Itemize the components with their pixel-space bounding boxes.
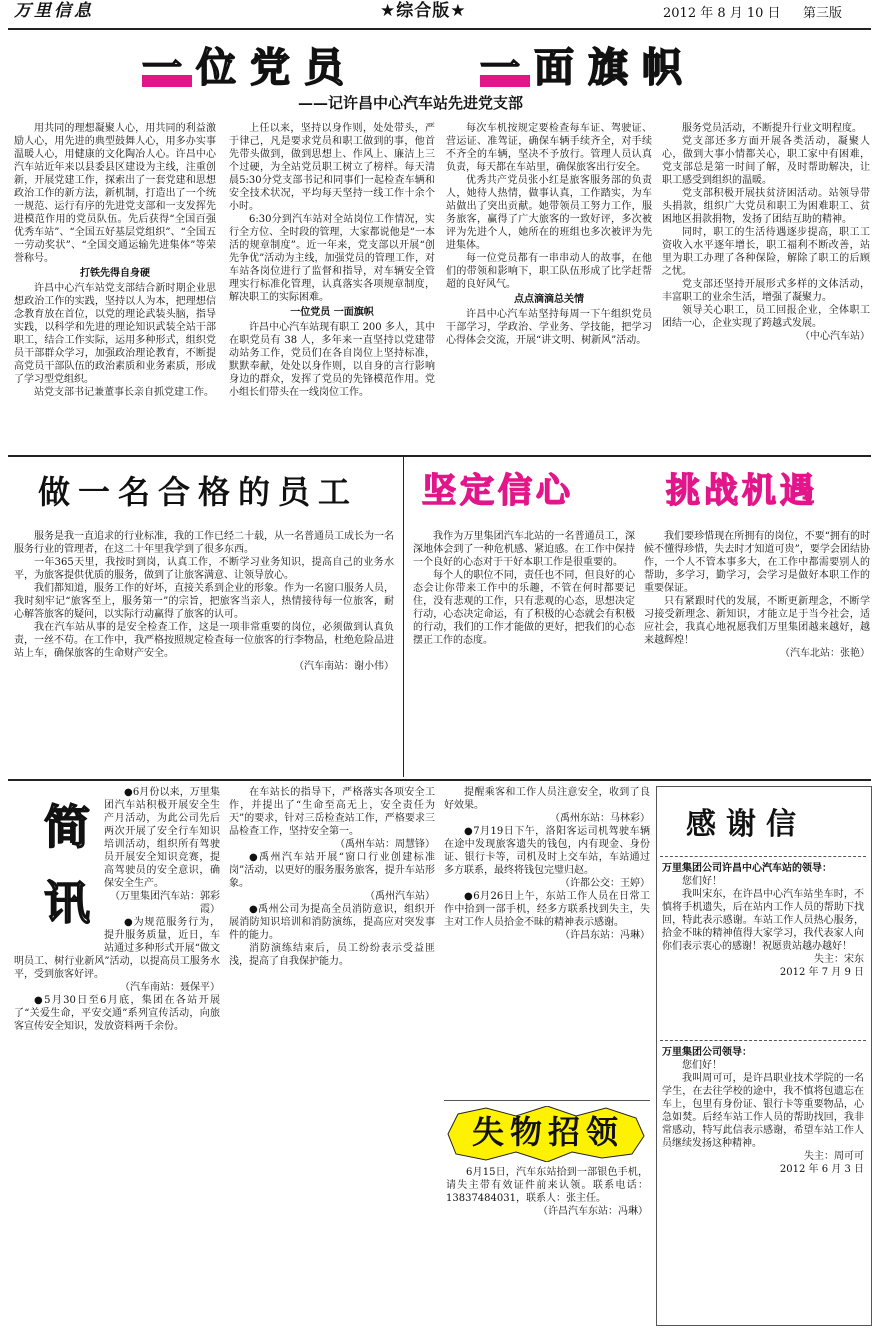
letter-divider [660, 1040, 866, 1041]
paragraph: 服务党员活动，不断提升行业文明程度。 [682, 123, 862, 134]
vertical-divider-mid [403, 457, 404, 777]
brief-column-1 [14, 786, 220, 1324]
paragraph: 我们都知道，服务工作的好坏，直接关系到企业的形象。作为一名窗口服务人员，我时刻牢记“旅客至上，服务第一”的宗旨，把旅客当亲人，热情接待每一位旅客，耐心解答旅客的疑问，以实际行动赢得了旅客的认可。 [14, 583, 394, 620]
paragraph: 6月15日，汽车东站拾到一部银色手机，请失主带有效证件前来认领。联系电话：13837484031，联系人：张主任。 [446, 1167, 648, 1204]
feature-title-right: 一面旗帜 [480, 45, 696, 91]
letter-body: 我叫宋东，在许昌中心汽车站坐车时，不慎将手机遗失，后在站内工作人员的帮助下找回，特此表示感谢。车站工作人员热心服务，拾金不昧的精神值得大家学习，我代表家人向你们表示衷心的感谢！祝愿贵站越办越好！ [662, 889, 864, 952]
brief-item: ●6月份以来，万里集团汽车站积极开展安全生产月活动，为此公司先后两次开展了安全行车知识培训活动，组织所有驾驶员开展安全知识竞赛，提高驾驶员的安全意识，确保安全生产。 [104, 787, 220, 889]
paragraph: 同时，职工的生活待遇逐步提高，职工工资收入水平逐年增长，职工福利不断改善，站里为职工办理了各种保险，解除了职工的后顾之忧。 [662, 227, 870, 277]
paragraph: 服务是我一直追求的行业标准，我的工作已经二十载，从一名普通员工成长为一名服务行业的管理者，在这二十年里我学到了很多东西。 [14, 531, 394, 555]
thanks-title-divider [660, 856, 866, 857]
brief-item: ●6月26日上午，东站工作人员在日常工作中拾到一部手机，经多方联系找到失主，失主对工作人员拾金不昧的精神表示感谢。 [444, 891, 650, 928]
letter-signature: 失主：周可可 [804, 1151, 864, 1162]
brief-item: ●禹州汽车站开展“窗口行业创建标准岗”活动，以更好的服务服务旅客，提升车站形象。 [229, 852, 435, 889]
brief-column-2 [229, 786, 435, 1324]
feature-subtitle: ——记许昌中心汽车站先进党支部 [298, 94, 524, 112]
section-divider-1 [8, 455, 871, 457]
paragraph: 每个人的职位不同，责任也不同，但良好的心态会让你带来工作中的乐趣，不管在何时都要记住，没有悲观的工作，只有悲观的心态，思想决定行动，心态决定命运，有了积极的心态就会有积极的行动，我们的工作才能做的更好，把我们的心态摆正工作的态度。 [413, 570, 635, 646]
feature-column-2 [229, 122, 435, 448]
paragraph: 我们要珍惜现在所拥有的岗位，不要“拥有的时候不懂得珍惜，失去时才知道可贵”，要学会团结协作，一个人不管本事多大，在工作中都需要别人的帮助，多学习，勤学习，会学习是做好本职工作的重要保证。 [644, 531, 870, 594]
brief-label-1: 简 [44, 800, 90, 854]
paragraph: 优秀共产党员张小红是旅客服务部的负责人，她待人热情，做事认真，工作踏实，为车站做出了突出贡献。她带领员工努力工作，服务旅客，赢得了广大旅客的一致好评，多次被评为先进个人，她所在的班组也多次被评为先进集体。 [446, 175, 652, 251]
thanks-letter-1 [662, 862, 864, 1036]
paragraph: 一年365天里，我按时到岗，认真工作，不断学习业务知识，提高自己的业务水平，为旅客提供优质的服务，做到了让旅客满意、让领导放心。 [14, 557, 394, 581]
letter-greeting: 您们好！ [682, 1060, 722, 1071]
paragraph: 每次车机按规定要检查每车证、驾驶证、营运证、准驾证，确保车辆手续齐全，对手续不齐全的车辆，坚决不予放行。管理人员认真负责，每天都在车站里，确保旅客出行安全。 [446, 123, 652, 173]
byline: （汽车南站：聂保平） [120, 982, 220, 993]
paragraph: 只有紧跟时代的发展，不断更新理念，不断学习接受新理念、新知识，才能立足于当今社会，适应社会，我真心地祝愿我们万里集团越来越好，越来越辉煌！ [644, 596, 870, 646]
brief-item: ●为规范服务行为，提升服务质量，近日，车站通过多种形式开展“做文明员工、树行业新风”活动，以提高员工服务水平，受到旅客好评。 [14, 917, 220, 980]
byline: （禹州车站：周慧锋） [335, 839, 435, 850]
brief-item: 消防演练结束后，员工纷纷表示受益匪浅，提高了自我保护能力。 [229, 943, 435, 967]
byline: （禹州汽车站） [365, 891, 435, 902]
paragraph: 站党支部书记兼董事长亲自抓党建工作。 [34, 387, 214, 398]
subheading: 打铁先得自身硬 [80, 268, 150, 279]
section-title: ★综合版★ [380, 1, 467, 21]
brief-item: 在车站长的指导下，严格落实各项安全工作，并提出了“生命至高无上，安全责任为天”的要求，针对三岳检查站工作，严格要求三品检查工作，坚持安全第一。 [229, 787, 435, 837]
brief-label-2: 讯 [44, 876, 90, 930]
paragraph: 上任以来，坚持以身作则，处处带头，严于律己，凡是要求党员和职工做到的事，他首先带头做到，做到思想上、作风上、廉洁上三个过硬，为全站党员职工树立了榜样。每天清晨5:30分党支部书记和同事们一起检查车辆和安全技术状况，平均每天坚持一线工作十余个小时。 [229, 123, 435, 212]
byline: （许昌东站：冯琳） [560, 930, 650, 941]
byline: （万里集团汽车站：郭彩霞） [110, 891, 220, 915]
brief-column-3 [444, 786, 650, 1086]
header-rule [8, 28, 871, 30]
article3-column-1 [413, 530, 635, 772]
page-number: 第三版 [803, 6, 843, 21]
paragraph: 许昌中心汽车站党支部结合新时期企业思想政治工作的实践，坚持以人为本，把理想信念教育放在首位，以党的理论武装头脑，指导实践，以科学和先进的理论知识武装全站干部职工，结合工作实际，运用多种形式，组织党员干部群众学习，加强政治理论教育，不断提高党员干部队伍的政治素质和业务素质，形成了学习型党组织。 [14, 283, 216, 385]
section-divider-2 [8, 779, 871, 781]
masthead: 万里信息 [14, 1, 94, 21]
byline: （许昌汽车东站：冯琳） [538, 1206, 648, 1217]
issue-date: 2012 年 8 月 10 日 [663, 6, 781, 21]
letter-body: 我叫周可可，是许昌职业技术学院的一名学生，在去往学校的途中，我不慎将包遗忘在车上，包里有身份证、银行卡等重要物品，心急如焚。后经车站工作人员的帮助找回，我非常感动，特写此信表示感谢，希望车站工作人员继续发扬这种精神。 [662, 1073, 864, 1149]
paragraph: 每一位党员都有一串串动人的故事，在他们的带领和影响下，职工队伍形成了比学赶帮超的良好风气。 [446, 253, 652, 290]
brief-label-spacer [14, 786, 104, 946]
letter-signature: 失主：宋东 [814, 954, 864, 965]
letter-date: 2012 年 7 月 9 日 [779, 967, 864, 978]
brief-item: ●7月19日下午，洛阳客运司机驾驶车辆在途中发现旅客遗失的钱包，内有现金、身份证、银行卡等，司机及时上交车站，车站通过多方联系，最终将钱包完璧归赵。 [444, 826, 650, 876]
lost-found-title: 失物招领 [472, 1113, 625, 1151]
brief-item: 提醒乘客和工作人员注意安全，收到了良好效果。 [444, 787, 650, 811]
feature-column-4 [662, 122, 870, 448]
byline: （禹州东站：马林彩） [550, 813, 650, 824]
letter-addressee: 万里集团公司领导： [662, 1047, 752, 1058]
thanks-letter-2 [662, 1046, 864, 1320]
feature-title-left: 一位党员 [142, 45, 358, 91]
lost-found-body [446, 1166, 648, 1322]
feature-column-1 [14, 122, 216, 448]
thanks-title: 感谢信 [686, 807, 806, 842]
brief-item: ●禹州公司为提高全员消防意识，组织开展消防知识培训和消防演练，提高应对突发事件的能力。 [229, 904, 435, 941]
paragraph: 我在汽车站从事的是安全检查工作，这是一项非常重要的岗位，必须做到认真负责，一丝不苟。在工作中，我严格按照规定检查每一位旅客的行李物品，杜绝危险品进站上车，确保旅客的生命财产安全。 [14, 622, 394, 659]
article2-title: 做一名合格的员工 [38, 473, 359, 511]
byline: （许都公交：王婷） [560, 878, 650, 889]
paragraph: 6:30分到汽车站对全站岗位工作情况，实行全方位、全时段的管理，大家都说他是“一本活的规章制度”。近一年来，党支部以开展“创先争优”活动为主线，加强党员的管理工作，对车站各岗位进行了监督和指导，对车辆安全管理实行标准化管理，认真落实各项规章制度，解决职工的实际困难。 [229, 214, 435, 303]
byline: （汽车南站：谢小伟） [294, 661, 394, 672]
paragraph: 领导关心职工，员工回报企业，全体职工团结一心，企业实现了跨越式发展。 [662, 305, 870, 329]
subheading: 一位党员 一面旗帜 [290, 307, 374, 318]
article2-body [14, 530, 394, 772]
subheading: 点点滴滴总关情 [514, 294, 584, 305]
letter-addressee: 万里集团公司许昌中心汽车站的领导： [662, 863, 832, 874]
paragraph: 党支部积极开展扶贫济困活动。站领导带头捐款，组织广大党员和职工为困难职工、贫困地区捐款捐物，发扬了团结互助的精神。 [662, 188, 870, 225]
paragraph: 党支部还多方面开展各类活动，凝聚人心，做到大事小情都关心，职工家中有困难，党支部总是第一时间了解，及时帮助解决，让职工感受到组织的温暖。 [662, 136, 870, 186]
paragraph: 许昌中心汽车站坚持每周一下午组织党员干部学习，学政治、学业务、学技能，把学习心得体会交流，开展“讲文明、树新风”活动。 [446, 309, 652, 346]
letter-greeting: 您们好！ [682, 876, 722, 887]
byline: （汽车北站：张艳） [780, 648, 870, 659]
article3-title-b: 挑战机遇 [666, 471, 818, 511]
paragraph: 我作为万里集团汽车北站的一名普通员工，深深地体会到了一种危机感、紧迫感。在工作中保持一个良好的心态对于干好本职工作是很重要的。 [413, 531, 635, 568]
byline: （中心汽车站） [800, 331, 870, 342]
paragraph: 用共同的理想凝聚人心，用共同的利益激励人心，用先进的典型鼓舞人心，用多办实事温暖人心，用健康的文化陶冶人心。许昌中心汽车站近年来以县委县区建设为主线，注重创新，开展党建工作，探索出了一套党建和思想政治工作的新方法，新机制，打造出了一个统一规范、运行有序的先进党支部和一支发挥先进模范作用的党员队伍。先后获得“全国百强优秀车站”、“全国五好基层党组织”、“全国五一劳动奖状”、“全国交通运输先进集体”等荣誉称号。 [14, 123, 216, 264]
letter-date: 2012 年 6 月 3 日 [779, 1164, 864, 1175]
feature-column-3 [446, 122, 652, 448]
brief-item: ●5月30日至6月底，集团在各站开展了“关爱生命，平安交通”系列宣传活动，向旅客宣传安全知识，发放资料两千余份。 [14, 995, 220, 1032]
paragraph: 许昌中心汽车站现有职工 200 多人，其中在职党员有 38 人，多年来一直坚持以党建带动站务工作，党员们在各自岗位上坚持标准，默默奉献，处处以身作则，以自身的言行影响身边的群众，发挥了党员的先锋模范作用。党小组长们带头在一线岗位工作。 [229, 322, 435, 398]
paragraph: 党支部还坚持开展形式多样的文体活动，丰富职工的业余生活，增强了凝聚力。 [662, 279, 870, 303]
article3-title-a: 坚定信心 [422, 471, 574, 511]
article3-column-2 [644, 530, 870, 772]
